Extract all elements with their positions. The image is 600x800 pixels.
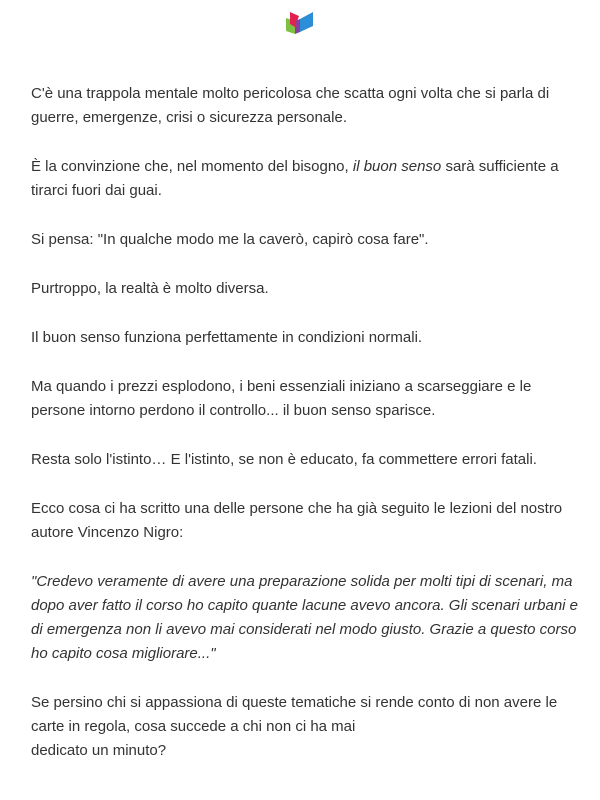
paragraph-9-line-2: dedicato un minuto?: [31, 742, 167, 759]
header-logo: [0, 8, 600, 36]
book-logo-icon: [282, 8, 318, 36]
paragraph-7: Resta solo l'istinto… E l'istinto, se non è educato, fa commettere errori fatali.: [31, 451, 537, 468]
paragraph-1: C'è una trappola mentale molto pericolosa che scatta ogni volta che si parla di guerre, emergenze, crisi o sicurezza personale.: [31, 85, 550, 126]
paragraph-6: Ma quando i prezzi esplodono, i beni essenziali iniziano a scarseggiare e le persone intorno perdono il controllo... il buon senso sparisce.: [31, 378, 532, 419]
testimonial-quote: "Credevo veramente di avere una preparazione solida per molti tipi di scenari, ma dopo aver fatto il corso ho capito quante lacune avevo ancora. Gli scenari urbani e di emergenza non li avevo mai considerati nel modo giusto. Grazie a questo corso ho capito cosa migliorare...": [31, 573, 579, 662]
paragraph-4: Purtroppo, la realtà è molto diversa.: [31, 280, 269, 297]
paragraph-9-line-1: Se persino chi si appassiona di queste tematiche si rende conto di non avere le carte in regola, cosa succede a chi non ci ha mai: [31, 694, 558, 735]
article-body: [31, 82, 583, 788]
paragraph-2-start: È la convinzione che, nel momento del bisogno,: [31, 158, 353, 175]
paragraph-2-end: sarà sufficiente a tirarci fuori dai guai.: [31, 158, 559, 199]
paragraph-2: [31, 155, 583, 203]
paragraph-3: Si pensa: "In qualche modo me la caverò, capirò cosa fare".: [31, 231, 429, 248]
paragraph-2-emphasis: il buon senso: [352, 158, 442, 175]
paragraph-9: [31, 691, 583, 763]
paragraph-5: Il buon senso funziona perfettamente in condizioni normali.: [31, 329, 423, 346]
paragraph-8: Ecco cosa ci ha scritto una delle persone che ha già seguito le lezioni del nostro autore Vincenzo Nigro:: [31, 500, 563, 541]
